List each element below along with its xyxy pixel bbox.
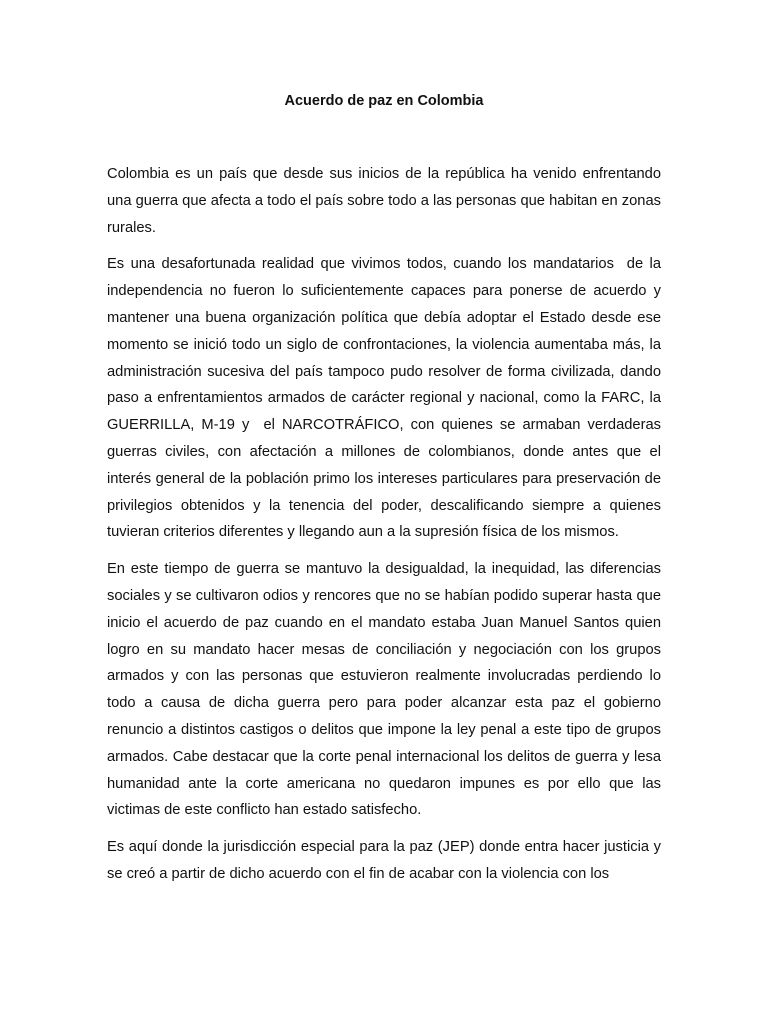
paragraph-2: Es una desafortunada realidad que vivimos todos, cuando los mandatarios de la independencia no fueron lo suficientemente capaces para ponerse de acuerdo y mantener una buena organización política que debía adoptar el Estado desde ese momento se inició todo un siglo de confrontaciones, la violencia aumentaba más, la administración sucesiva del país tampoco pudo resolver de forma civilizada, dando paso a enfrentamientos armados de carácter regional y nacional, como la FARC, la GUERRILLA, M-19 y el NARCOTRÁFICO, con quienes se armaban verdaderas guerras civiles, con afectación a millones de colombianos, donde antes que el interés general de la población primo los intereses particulares para preservación de privilegios obtenidos y la tenencia del poder, descalificando siempre a quienes tuvieran criterios diferentes y llegando aun a la supresión física de los mismos. <box>107 256 666 541</box>
paragraph-1: Colombia es un país que desde sus inicios de la república ha venido enfrentando una guerra que afecta a todo el país sobre todo a las personas que habitan en zonas rurales. <box>107 166 666 236</box>
paragraph-3: En este tiempo de guerra se mantuvo la desigualdad, la inequidad, las diferencias sociales y se cultivaron odios y rencores que no se habían podido superar hasta que inicio el acuerdo de paz cuando en el mandato estaba Juan Manuel Santos quien logro en su mandato hacer mesas de conciliación y negociación con los grupos armados y con las personas que estuvieron realmente involucradas perdiendo lo todo a causa de dicha guerra pero para poder alcanzar esta paz el gobierno renuncio a distintos castigos o delitos que impone la ley penal a este tipo de grupos armados. Cabe destacar que la corte penal internacional los delitos de guerra y lesa humanidad ante la corte americana no quedaron impunes es por ello que las victimas de este conflicto han estado satisfecho. <box>107 561 666 819</box>
paragraph-4: Es aquí donde la jurisdicción especial para la paz (JEP) donde entra hacer justicia y se creó a partir de dicho acuerdo con el fin de acabar con la violencia con los <box>107 839 666 882</box>
document-title: Acuerdo de paz en Colombia <box>284 93 484 109</box>
document-body <box>107 161 666 898</box>
